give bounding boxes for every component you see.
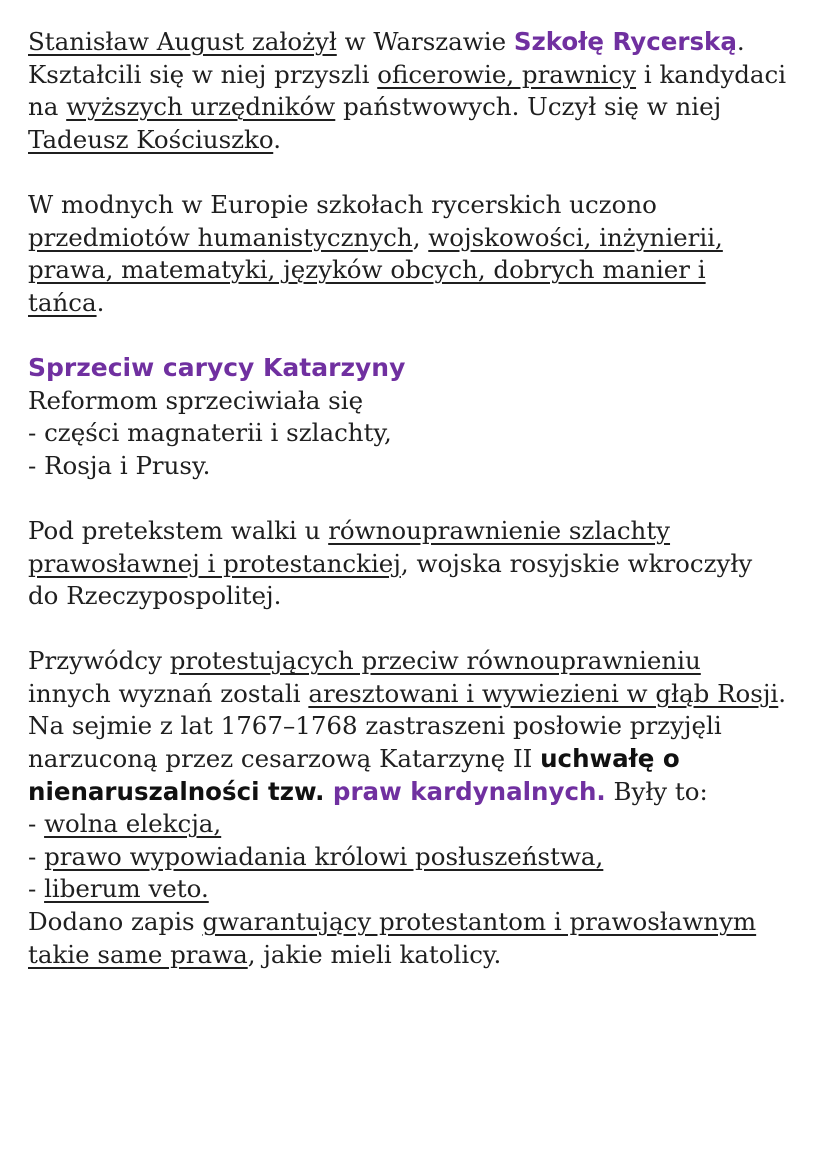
list-item: - Rosja i Prusy. [28,450,211,480]
spacer [28,319,788,352]
text: Były to: [605,776,708,806]
text: Na sejmie z lat 1767–1768 zastraszeni posłowie przyjęli narzuconą przez cesarzową Katarzynę II [28,711,722,774]
text: Pod pretekstem walki u [28,515,329,545]
underlined-text: wolna elekcja, [44,809,222,839]
list-item: - części magnaterii i szlachty, [28,418,392,448]
underlined-text: Stanisław August założył [28,27,337,56]
underlined-text: prawo wypowiadania królowi posłuszeństwa, [44,841,604,871]
text: W modnych w Europie szkołach rycerskich uczono [28,189,657,219]
paragraph-sejm [28,710,788,808]
text: Reformom sprzeciwiała się [28,385,364,415]
underlined-text: wyższych urzędników [66,92,336,122]
paragraph-zapis [28,906,788,971]
section-heading: Sprzeciw carycy Katarzyny [28,352,406,382]
underlined-text: oficerowie, prawnicy [377,59,637,89]
text: . [96,287,105,317]
underlined-text: przedmiotów humanistycznych [28,222,413,252]
highlight-text: Szkołę Rycerską [513,27,737,56]
list-item [28,808,788,841]
underlined-text: równouprawnienie szlachty prawosławnej i protestanckiej [28,515,671,578]
underlined-text: aresztowani i wywiezieni w głąb Rosji [308,678,779,708]
underlined-text: liberum veto. [44,874,209,904]
list-dash: - [28,874,45,904]
text: , jakie mieli katolicy. [247,939,502,969]
text: . Kształcili się w niej przyszli [28,27,745,89]
text: Dodano zapis [28,907,203,937]
underlined-text: gwarantujący protestantom i prawosławnym takie same prawa [28,907,757,969]
spacer [28,482,788,515]
bold-text: uchwałę o nienaruszalności tzw. [28,744,680,806]
text: . [778,678,787,708]
text: , wojska rosyjskie wkroczyły do Rzeczypospolitej. [28,548,753,611]
paragraph-szkoly-rycerskie [28,189,788,319]
list-item [28,841,788,874]
text: , [412,222,429,252]
list-dash: - [28,841,45,871]
spacer [28,156,788,189]
spacer [28,613,788,646]
text: Przywódcy [28,646,170,676]
underlined-text: Tadeusz Kościuszko [28,124,274,154]
paragraph-sprzeciw [28,385,788,418]
text: innych wyznań zostali [28,678,309,708]
text: państwowych. Uczył się w niej [335,92,722,122]
paragraph-szkola-rycerska [28,26,788,156]
highlight-text: praw kardynalnych. [332,776,606,806]
text: i kandydaci na [28,59,787,122]
underlined-text: wojskowości, inżynierii, prawa, matematyki, języków obcych, dobrych manier i tańca [28,222,723,317]
paragraph-pretekst [28,515,788,613]
paragraph-przywodcy [28,645,788,710]
list-dash: - [28,809,45,839]
text: w Warszawie [336,27,514,56]
underlined-text: protestujących przeciw równouprawnieniu [169,646,701,676]
list-item [28,873,788,906]
text: . [273,124,282,154]
